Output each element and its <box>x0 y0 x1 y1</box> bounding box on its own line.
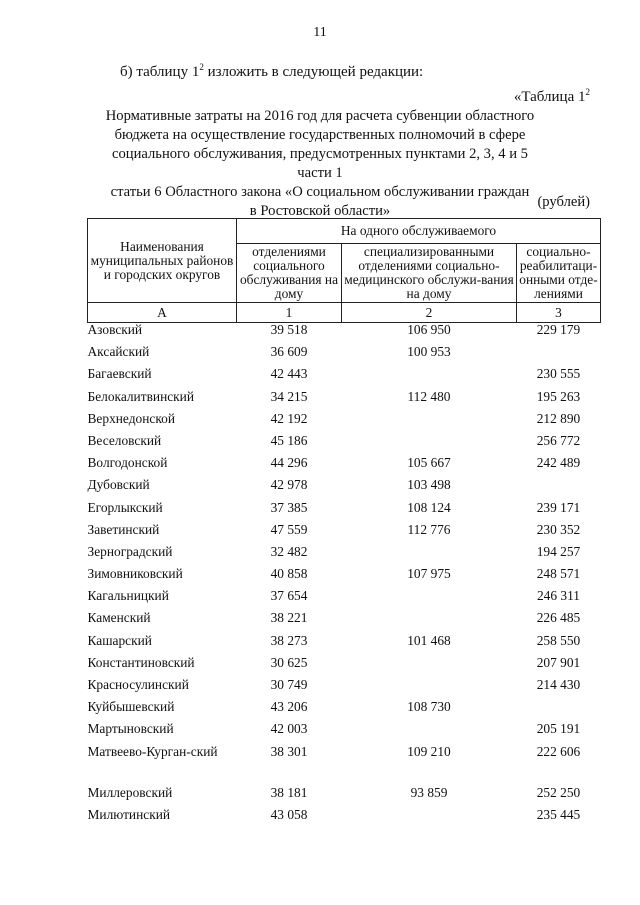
value-col-3: 222 606 <box>536 743 581 759</box>
district-name: Константиновский <box>87 654 195 670</box>
table-row <box>88 345 601 367</box>
table-row <box>88 745 601 786</box>
value-col-3: 194 257 <box>536 543 581 559</box>
value-col-1: 39 518 <box>270 322 308 337</box>
value-col-3: 235 445 <box>536 806 581 822</box>
table-row <box>88 634 601 656</box>
table-row <box>88 700 601 722</box>
title-line: Нормативные затраты на 2016 год для расчета субвенции областного <box>105 108 535 124</box>
table-reference-superscript: 2 <box>585 87 590 97</box>
value-col-2 <box>342 434 517 456</box>
document-title <box>95 107 545 221</box>
value-col-3: 230 352 <box>536 521 581 537</box>
value-col-2: 101 468 <box>407 632 451 648</box>
table-row <box>88 412 601 434</box>
value-col-2 <box>342 722 517 744</box>
value-col-3: 207 901 <box>536 654 581 670</box>
value-col-3: 212 890 <box>536 410 581 426</box>
value-col-3: 230 555 <box>536 366 581 382</box>
table-row <box>88 786 601 808</box>
table-row <box>88 478 601 500</box>
page-number: 11 <box>313 25 327 40</box>
value-col-3: 195 263 <box>536 388 581 404</box>
value-col-2 <box>342 678 517 700</box>
value-col-2: 112 776 <box>407 521 451 537</box>
norms-table <box>87 218 601 830</box>
value-col-1: 30 625 <box>270 654 308 670</box>
district-name: Азовский <box>87 322 143 337</box>
value-col-1: 37 654 <box>270 588 308 604</box>
header-letter-3: 3 <box>517 303 601 323</box>
district-name: Верхнедонской <box>87 410 176 426</box>
header-col-2: специализированными отделениями социально-медицинского обслужи-вания на дому <box>342 244 517 303</box>
district-name: Егорлыкский <box>87 499 163 515</box>
title-line: социального обслуживания, предусмотренных пунктами 2, 3, 4 и 5 части 1 <box>112 146 528 181</box>
value-col-3: 239 171 <box>536 499 581 515</box>
value-col-3: 214 430 <box>536 677 581 692</box>
value-col-1: 47 559 <box>270 521 308 537</box>
value-col-1: 36 609 <box>270 344 308 360</box>
value-col-2: 93 859 <box>410 784 448 800</box>
table-row <box>88 390 601 412</box>
instruction-after: изложить в следующей редакции: <box>203 64 424 80</box>
value-col-3 <box>517 478 601 500</box>
value-col-2 <box>342 545 517 567</box>
value-col-2: 106 950 <box>407 322 451 337</box>
value-col-3 <box>517 700 601 722</box>
value-col-1: 37 385 <box>270 499 308 515</box>
value-col-1: 42 978 <box>270 477 308 493</box>
value-col-2: 105 667 <box>407 455 451 471</box>
district-name: Матвеево-Курган-ский <box>87 743 218 759</box>
value-col-2 <box>342 412 517 434</box>
value-col-1: 32 482 <box>270 543 308 559</box>
value-col-2: 108 730 <box>407 699 451 715</box>
value-col-2: 107 975 <box>407 566 451 582</box>
table-row <box>88 323 601 346</box>
value-col-2: 108 124 <box>407 499 451 515</box>
table-row <box>88 611 601 633</box>
district-name: Белокалитвинский <box>87 388 195 404</box>
header-letter-1: 1 <box>237 303 342 323</box>
value-col-3: 205 191 <box>536 721 581 737</box>
header-letter-a: А <box>88 303 237 323</box>
value-col-2 <box>342 589 517 611</box>
table-row <box>88 656 601 678</box>
value-col-3 <box>517 345 601 367</box>
district-name: Аксайский <box>87 344 150 360</box>
value-col-2 <box>342 611 517 633</box>
instruction-before: б) таблицу 1 <box>120 64 200 80</box>
value-col-1: 38 301 <box>270 743 308 759</box>
value-col-1: 43 206 <box>270 699 308 715</box>
district-name: Красносулинский <box>87 677 189 692</box>
district-name: Милютинский <box>87 806 171 822</box>
value-col-3: 229 179 <box>536 322 581 337</box>
instruction-text <box>120 62 423 81</box>
value-col-1: 45 186 <box>270 432 308 448</box>
table-row <box>88 434 601 456</box>
table-row <box>88 722 601 744</box>
district-name: Дубовский <box>87 477 150 493</box>
value-col-1: 30 749 <box>270 677 308 692</box>
table-row <box>88 501 601 523</box>
district-name: Багаевский <box>87 366 152 382</box>
district-name: Веселовский <box>87 432 162 448</box>
table-row <box>88 523 601 545</box>
header-letter-2: 2 <box>342 303 517 323</box>
district-name: Миллеровский <box>87 784 173 800</box>
value-col-3: 226 485 <box>536 610 581 626</box>
title-line: бюджета на осуществление государственных полномочий в сфере <box>114 127 526 143</box>
value-col-1: 38 181 <box>270 784 308 800</box>
value-col-2 <box>342 656 517 678</box>
value-col-2: 112 480 <box>407 388 451 404</box>
header-group: На одного обслуживаемого <box>237 219 601 244</box>
units-label: (рублей) <box>537 194 590 210</box>
value-col-1: 34 215 <box>270 388 308 404</box>
value-col-2 <box>342 367 517 389</box>
district-name: Зерноградский <box>87 543 173 559</box>
table-row <box>88 808 601 830</box>
instruction-superscript: 2 <box>199 62 204 72</box>
value-col-1: 42 192 <box>270 410 308 426</box>
value-col-1: 43 058 <box>270 806 308 822</box>
table-reference <box>514 87 590 106</box>
header-col-1: отделениями социального обслуживания на дому <box>237 244 342 303</box>
table-row <box>88 567 601 589</box>
district-name: Кагальницкий <box>87 588 169 604</box>
value-col-3: 248 571 <box>536 566 581 582</box>
value-col-3: 242 489 <box>536 455 581 471</box>
district-name: Мартыновский <box>87 721 174 737</box>
value-col-1: 42 003 <box>270 721 308 737</box>
value-col-3: 246 311 <box>536 588 581 604</box>
value-col-2: 109 210 <box>407 743 451 759</box>
district-name: Куйбышевский <box>87 699 175 715</box>
table-row <box>88 678 601 700</box>
value-col-2: 103 498 <box>407 477 451 493</box>
district-name: Кашарский <box>87 632 152 648</box>
value-col-3: 258 550 <box>536 632 581 648</box>
header-name: Наименования муниципальных районов и городских округов <box>88 219 237 303</box>
value-col-1: 42 443 <box>270 366 308 382</box>
district-name: Волгодонской <box>87 455 168 471</box>
title-line: статьи 6 Областного закона «О социальном обслуживании граждан <box>110 184 530 200</box>
table-row <box>88 589 601 611</box>
district-name: Заветинский <box>87 521 160 537</box>
district-name: Зимовниковский <box>87 566 183 582</box>
value-col-1: 40 858 <box>270 566 308 582</box>
table-row <box>88 367 601 389</box>
value-col-1: 38 221 <box>270 610 308 626</box>
value-col-3: 256 772 <box>536 432 581 448</box>
value-col-3: 252 250 <box>536 784 581 800</box>
value-col-1: 44 296 <box>270 455 308 471</box>
header-col-3: социально-реабилитаци-онными отде-лениями <box>517 244 601 303</box>
title-line: в Ростовской области» <box>249 203 391 219</box>
table-reference-text: «Таблица 1 <box>513 89 586 105</box>
value-col-1: 38 273 <box>270 632 308 648</box>
district-name: Каменский <box>87 610 151 626</box>
value-col-2 <box>342 808 517 830</box>
table-row <box>88 545 601 567</box>
value-col-2: 100 953 <box>407 344 451 360</box>
table-row <box>88 456 601 478</box>
